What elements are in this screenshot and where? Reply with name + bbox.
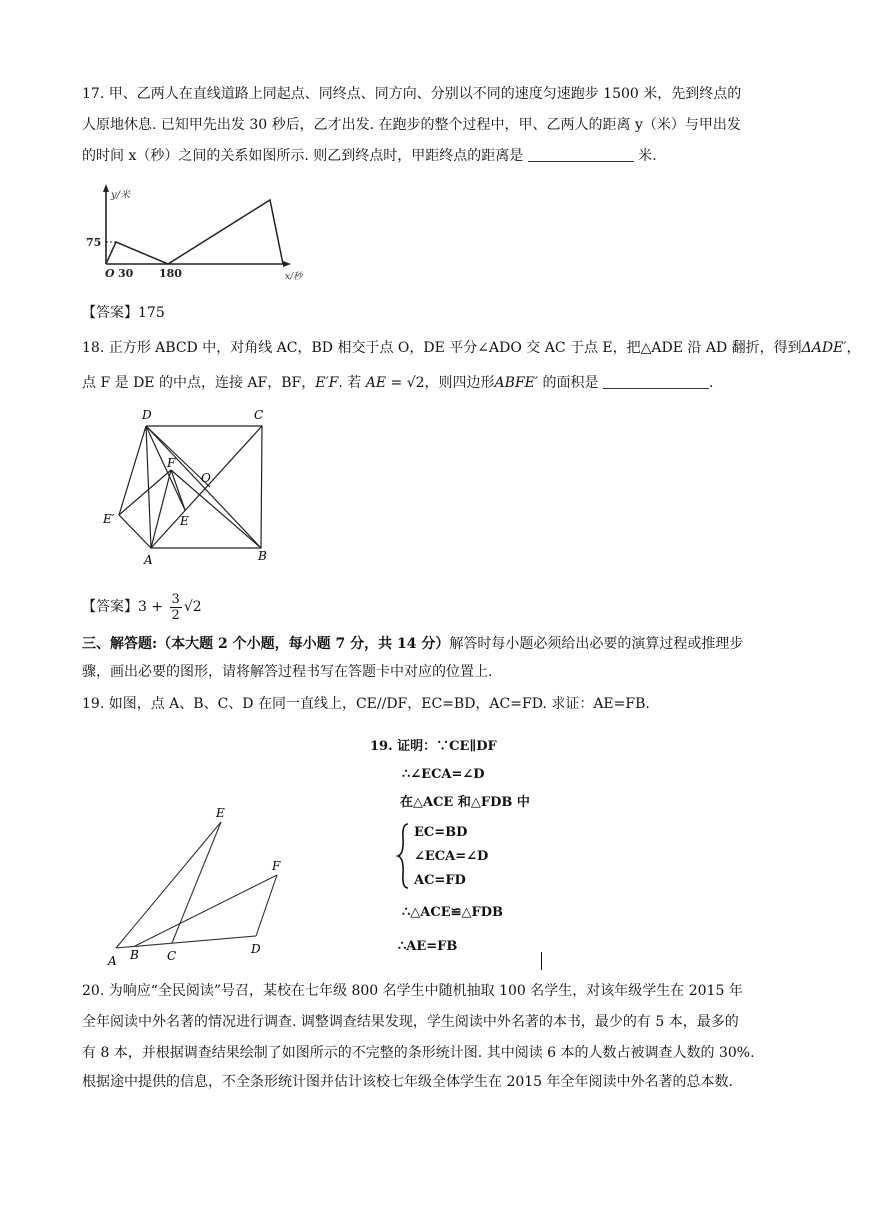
text-cursor	[541, 952, 542, 970]
q17-x-axis-label: x/秒	[285, 272, 303, 282]
q19-hand-line7: ∴△ACE≌△FDB	[402, 905, 503, 920]
section3-line2: 骤，画出必要的图形，请将解答过程书写在答题卡中对应的位置上.	[82, 664, 493, 680]
q17-y-tick-75: 75	[86, 236, 102, 249]
q19-hand-line2: ∴∠ECA=∠D	[402, 767, 485, 782]
section3-heading: 三、解答题:（本大题 2 个小题，每小题 7 分，共 14 分）	[82, 636, 450, 652]
q20-line1: 20. 为响应“全民阅读”号召，某校在七年级 800 名学生中随机抽取 100 名学生，对该年级学生在 2015 年	[82, 983, 743, 999]
q18-line2-text-i: 的面积是	[542, 375, 599, 391]
q19-label-a: A	[108, 954, 117, 968]
q18-line1-end: ，	[846, 340, 861, 356]
q19-hand-line3: 在△ACE 和△FDB 中	[400, 795, 530, 810]
q18-label-d: D	[142, 408, 152, 422]
q19-hand-line1: 19. 证明：∵CE∥DF	[370, 739, 497, 754]
q18-diagonal-bd	[146, 426, 261, 548]
q18-seg-ep-a	[119, 515, 151, 548]
q19-text: 19. 如图，点 A、B、C、D 在同一直线上，CE//DF，EC=BD，AC=FD. 求证：AE=FB.	[82, 696, 650, 712]
q18-line2: 点 F 是 DE 的中点，连接 AF，BF，E′F. 若 AE = √2，则四边形ABFE′ 的面积是 .	[82, 375, 714, 391]
q18-line2-text-a: 点 F 是 DE 的中点，连接 AF，BF，	[82, 375, 316, 391]
q19-label-c: C	[167, 949, 177, 963]
q17-y-arrow	[103, 184, 109, 192]
q18-segment-ef: E′F	[315, 375, 339, 391]
section3-line1	[82, 634, 743, 654]
q17-x-tick-30: 30	[118, 267, 134, 280]
q17-answer	[82, 303, 165, 323]
q18-label-o: O	[201, 471, 211, 485]
q17-unit: 米.	[638, 148, 657, 164]
q18-line2-text-c: . 若	[338, 375, 362, 391]
q18-seg-d-ep	[119, 426, 146, 515]
q19-hand-line8: ∴AE=FB	[398, 939, 458, 954]
q17-graph	[85, 180, 325, 282]
q17-answer-value: 175	[138, 305, 165, 321]
q18-equals: =	[390, 375, 403, 391]
q18-answer	[82, 587, 202, 627]
q18-answer-denominator: 2	[171, 607, 180, 623]
q19-label-f: F	[272, 859, 281, 873]
q18-ae: AE	[365, 375, 387, 391]
q17-x-arrow	[283, 261, 291, 267]
q17-line3	[82, 146, 657, 166]
q18-triangle-ade-prime: ΔADE′	[801, 340, 847, 356]
q19-seg-ce	[172, 822, 221, 943]
q19-hand-line6: AC=FD	[414, 873, 466, 888]
q17-line1: 17. 甲、乙两人在直线道路上同起点、同终点、同方向、分别以不同的速度匀速跑步 1500 米，先到终点的	[82, 86, 742, 102]
q19-hand-line4: EC=BD	[414, 825, 468, 840]
q18-figure	[100, 405, 280, 570]
q20-line4: 根据途中提供的信息，不全条形统计图并估计该校七年级全体学生在 2015 年全年阅读中外名著的总本数.	[82, 1074, 733, 1090]
q17-distance-line	[106, 200, 283, 264]
q18-quad-abfe: ABFE′	[494, 375, 539, 391]
q18-answer-fraction	[170, 592, 182, 623]
q17-answer-label: 【答案】	[82, 305, 138, 321]
q18-label-f: F	[167, 456, 176, 470]
q18-answer-root: √2	[183, 599, 202, 615]
q17-y-axis-label: y/米	[111, 190, 131, 201]
q19-figure	[100, 800, 300, 970]
section3-instructions: 解答时每小题必须给出必要的演算过程或推理步	[449, 636, 744, 652]
q18-answer-label: 【答案】	[82, 599, 138, 615]
q18-line1-text: 18. 正方形 ABCD 中，对角线 AC，BD 相交于点 O，DE 平分∠ADO 交 AC 于点 E，把△ADE 沿 AD 翻折，得到	[82, 340, 802, 356]
q19-hand-brace	[398, 824, 408, 888]
q17-x-tick-180: 180	[159, 267, 182, 280]
q18-root2: √2	[406, 375, 425, 391]
q18-label-c: C	[254, 408, 264, 422]
q20-line2: 全年阅读中外名著的情况进行调查. 调整调查结果发现，学生阅读中外名著的本书，最少的有 5 本，最多的	[82, 1014, 739, 1030]
q18-label-e: E	[180, 514, 189, 528]
q19-hand-line5: ∠ECA=∠D	[414, 849, 489, 864]
q17-origin-label: O	[105, 267, 115, 280]
q18-seg-de	[146, 426, 185, 510]
q17-line2: 人原地休息. 已知甲先出发 30 秒后，乙才出发. 在跑步的整个过程中，甲、乙两人的距离 y（米）与甲出发	[82, 117, 741, 133]
q18-diagonal-ac	[151, 426, 262, 548]
q18-seg-ep-f	[119, 470, 171, 515]
q19-label-e: E	[216, 806, 225, 820]
q18-answer-int: 3 +	[138, 599, 164, 615]
q20-line3: 有 8 本，并根据调查结果绘制了如图所示的不完整的条形统计图. 其中阅读 6 本的人数占被调查人数的 30%.	[82, 1045, 755, 1061]
q18-line2-text-g: ，则四边形	[424, 375, 495, 391]
q19-label-b: B	[130, 948, 139, 962]
q18-label-e-prime: E′	[103, 512, 115, 526]
q19-handwritten-proof	[370, 728, 570, 974]
q18-answer-numerator: 3	[171, 591, 180, 607]
q18-label-a: A	[144, 553, 153, 567]
q18-answer-blank	[603, 374, 709, 389]
q19-baseline	[116, 936, 256, 948]
q17-line3-text: 的时间 x（秒）之间的关系如图所示. 则乙到终点时，甲距终点的距离是	[82, 148, 524, 164]
q18-label-b: B	[258, 549, 267, 563]
q19-label-d: D	[251, 942, 261, 956]
q18-line1	[82, 338, 861, 358]
q17-answer-blank	[528, 147, 634, 162]
